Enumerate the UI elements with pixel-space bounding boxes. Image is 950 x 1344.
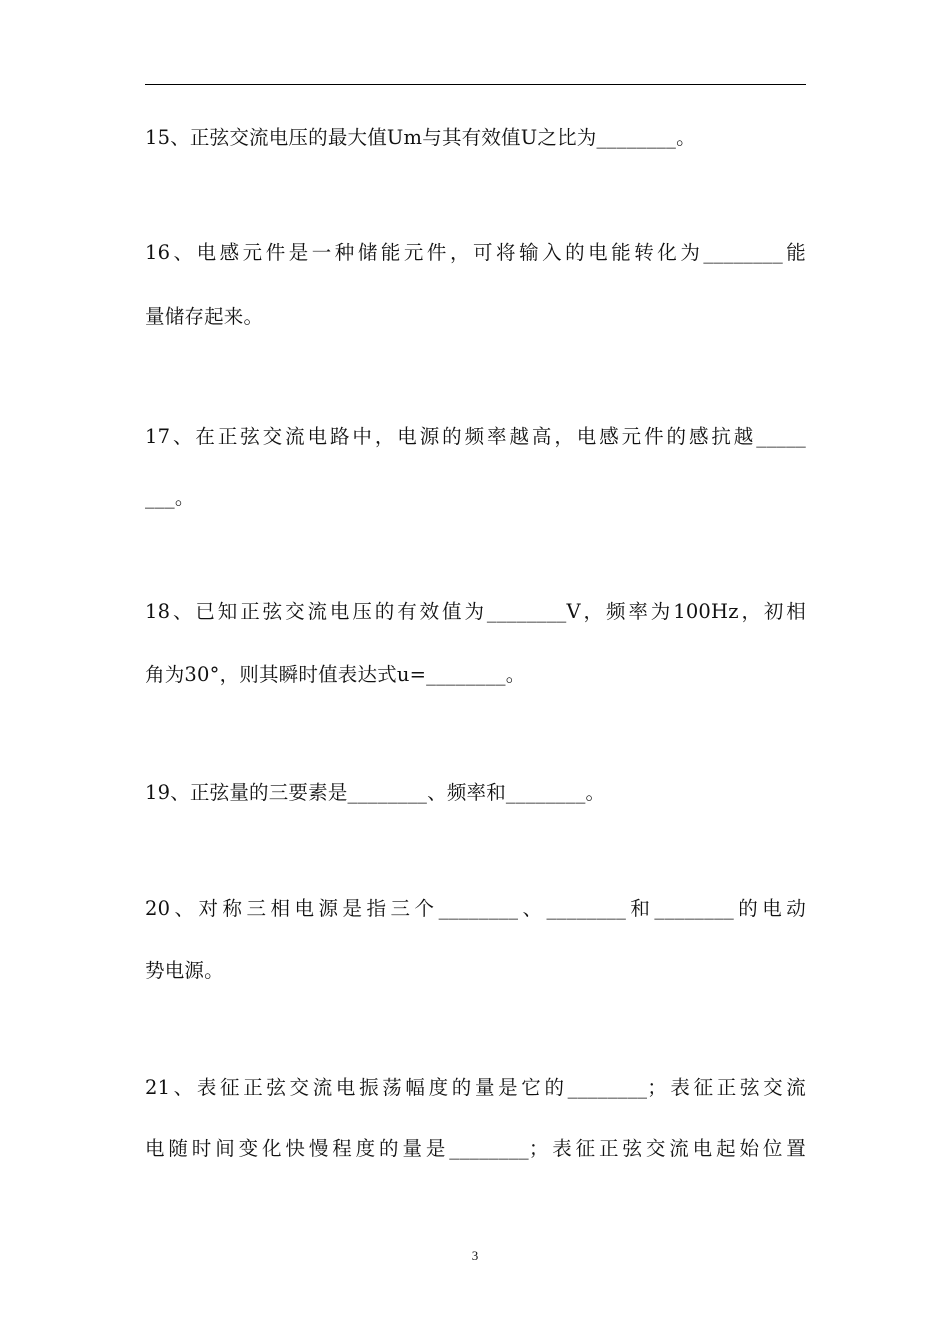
question-21-line-1: 21、表征正弦交流电振荡幅度的量是它的________；表征正弦交流 [145,1076,806,1099]
question-18-line-2: 角为30°，则其瞬时值表达式u=________。 [145,663,526,686]
question-15-line-1: 15、正弦交流电压的最大值Um与其有效值U之比为________。 [145,126,696,149]
question-21-line-2: 电随时间变化快慢程度的量是________；表征正弦交流电起始位置 [145,1137,806,1160]
question-19-line-1: 19、正弦量的三要素是________、频率和________。 [145,781,606,804]
question-20-line-2: 势电源。 [145,959,224,982]
header-rule [145,84,806,85]
question-17-line-2: ___。 [145,486,195,509]
question-16-line-1: 16、电感元件是一种储能元件，可将输入的电能转化为________能 [145,241,806,264]
question-18-line-1: 18、已知正弦交流电压的有效值为________V，频率为100Hz，初相 [145,600,806,623]
page-number: 3 [471,1248,479,1263]
question-20-line-1: 20、对称三相电源是指三个________、________和________的电动 [145,897,806,920]
question-16-line-2: 量储存起来。 [145,305,264,328]
question-17-line-1: 17、在正弦交流电路中，电源的频率越高，电感元件的感抗越_____ [145,425,806,448]
